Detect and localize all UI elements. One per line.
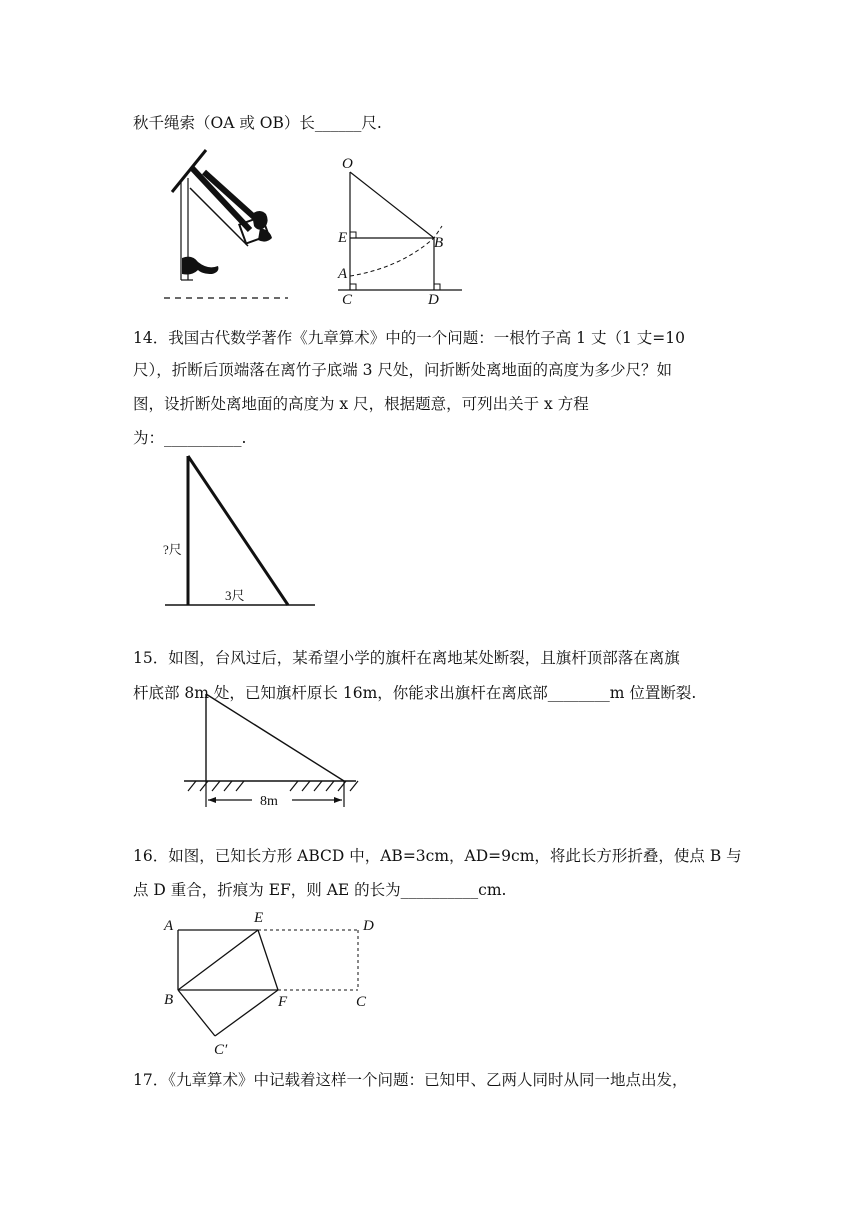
swing-geometry-figure bbox=[330, 150, 470, 310]
label-E: E bbox=[338, 230, 348, 246]
label-O: O bbox=[342, 156, 353, 172]
q14-text-line: 尺），折断后顶端落在离竹子底端 3 尺处，问折断处离地面的高度为多少尺？如 bbox=[133, 361, 672, 379]
q15-text-line: 杆底部 8m 处，已知旗杆原长 16m，你能求出旗杆在离底部________m 位置断裂. bbox=[133, 684, 697, 702]
label-F: F bbox=[278, 994, 288, 1010]
flagpole-figure bbox=[180, 690, 370, 815]
label-B: B bbox=[164, 992, 174, 1008]
label-E: E bbox=[254, 910, 264, 926]
label-D: D bbox=[363, 918, 374, 934]
label-height: ?尺 bbox=[163, 542, 182, 557]
label-C: C bbox=[356, 994, 367, 1010]
label-A: A bbox=[338, 266, 348, 282]
label-A: A bbox=[164, 918, 174, 934]
q13-text-line: 秋千绳索（OA 或 OB）长______尺. bbox=[133, 114, 382, 132]
q14-text-line: 14．我国古代数学著作《九章算术》中的一个问题：一根竹子高 1 丈（1 丈=10 bbox=[133, 329, 685, 347]
q14-text-line: 为：__________. bbox=[133, 429, 247, 447]
label-base: 3尺 bbox=[225, 588, 245, 603]
q16-text-line: 16．如图，已知长方形 ABCD 中，AB=3cm，AD=9cm，将此长方形折叠，使点 B 与 bbox=[133, 847, 742, 865]
label-C-prime: C′ bbox=[214, 1042, 228, 1058]
q15-text-line: 15．如图，台风过后，某希望小学的旗杆在离地某处断裂，且旗杆顶部落在离旗 bbox=[133, 649, 680, 667]
label-distance: 8m bbox=[260, 794, 278, 809]
label-D: D bbox=[428, 292, 439, 308]
rectangle-fold-figure bbox=[158, 905, 388, 1060]
bamboo-figure bbox=[155, 450, 325, 610]
q16-text-line: 点 D 重合，折痕为 EF，则 AE 的长为__________cm. bbox=[133, 881, 507, 899]
q14-text-line: 图，设折断处离地面的高度为 x 尺，根据题意，可列出关于 x 方程 bbox=[133, 395, 589, 413]
swing-illustration bbox=[160, 148, 292, 300]
label-B: B bbox=[434, 235, 444, 251]
q17-text-line: 17．《九章算术》中记载着这样一个问题：已知甲、乙两人同时从同一地点出发， bbox=[133, 1071, 688, 1089]
label-C: C bbox=[342, 292, 353, 308]
